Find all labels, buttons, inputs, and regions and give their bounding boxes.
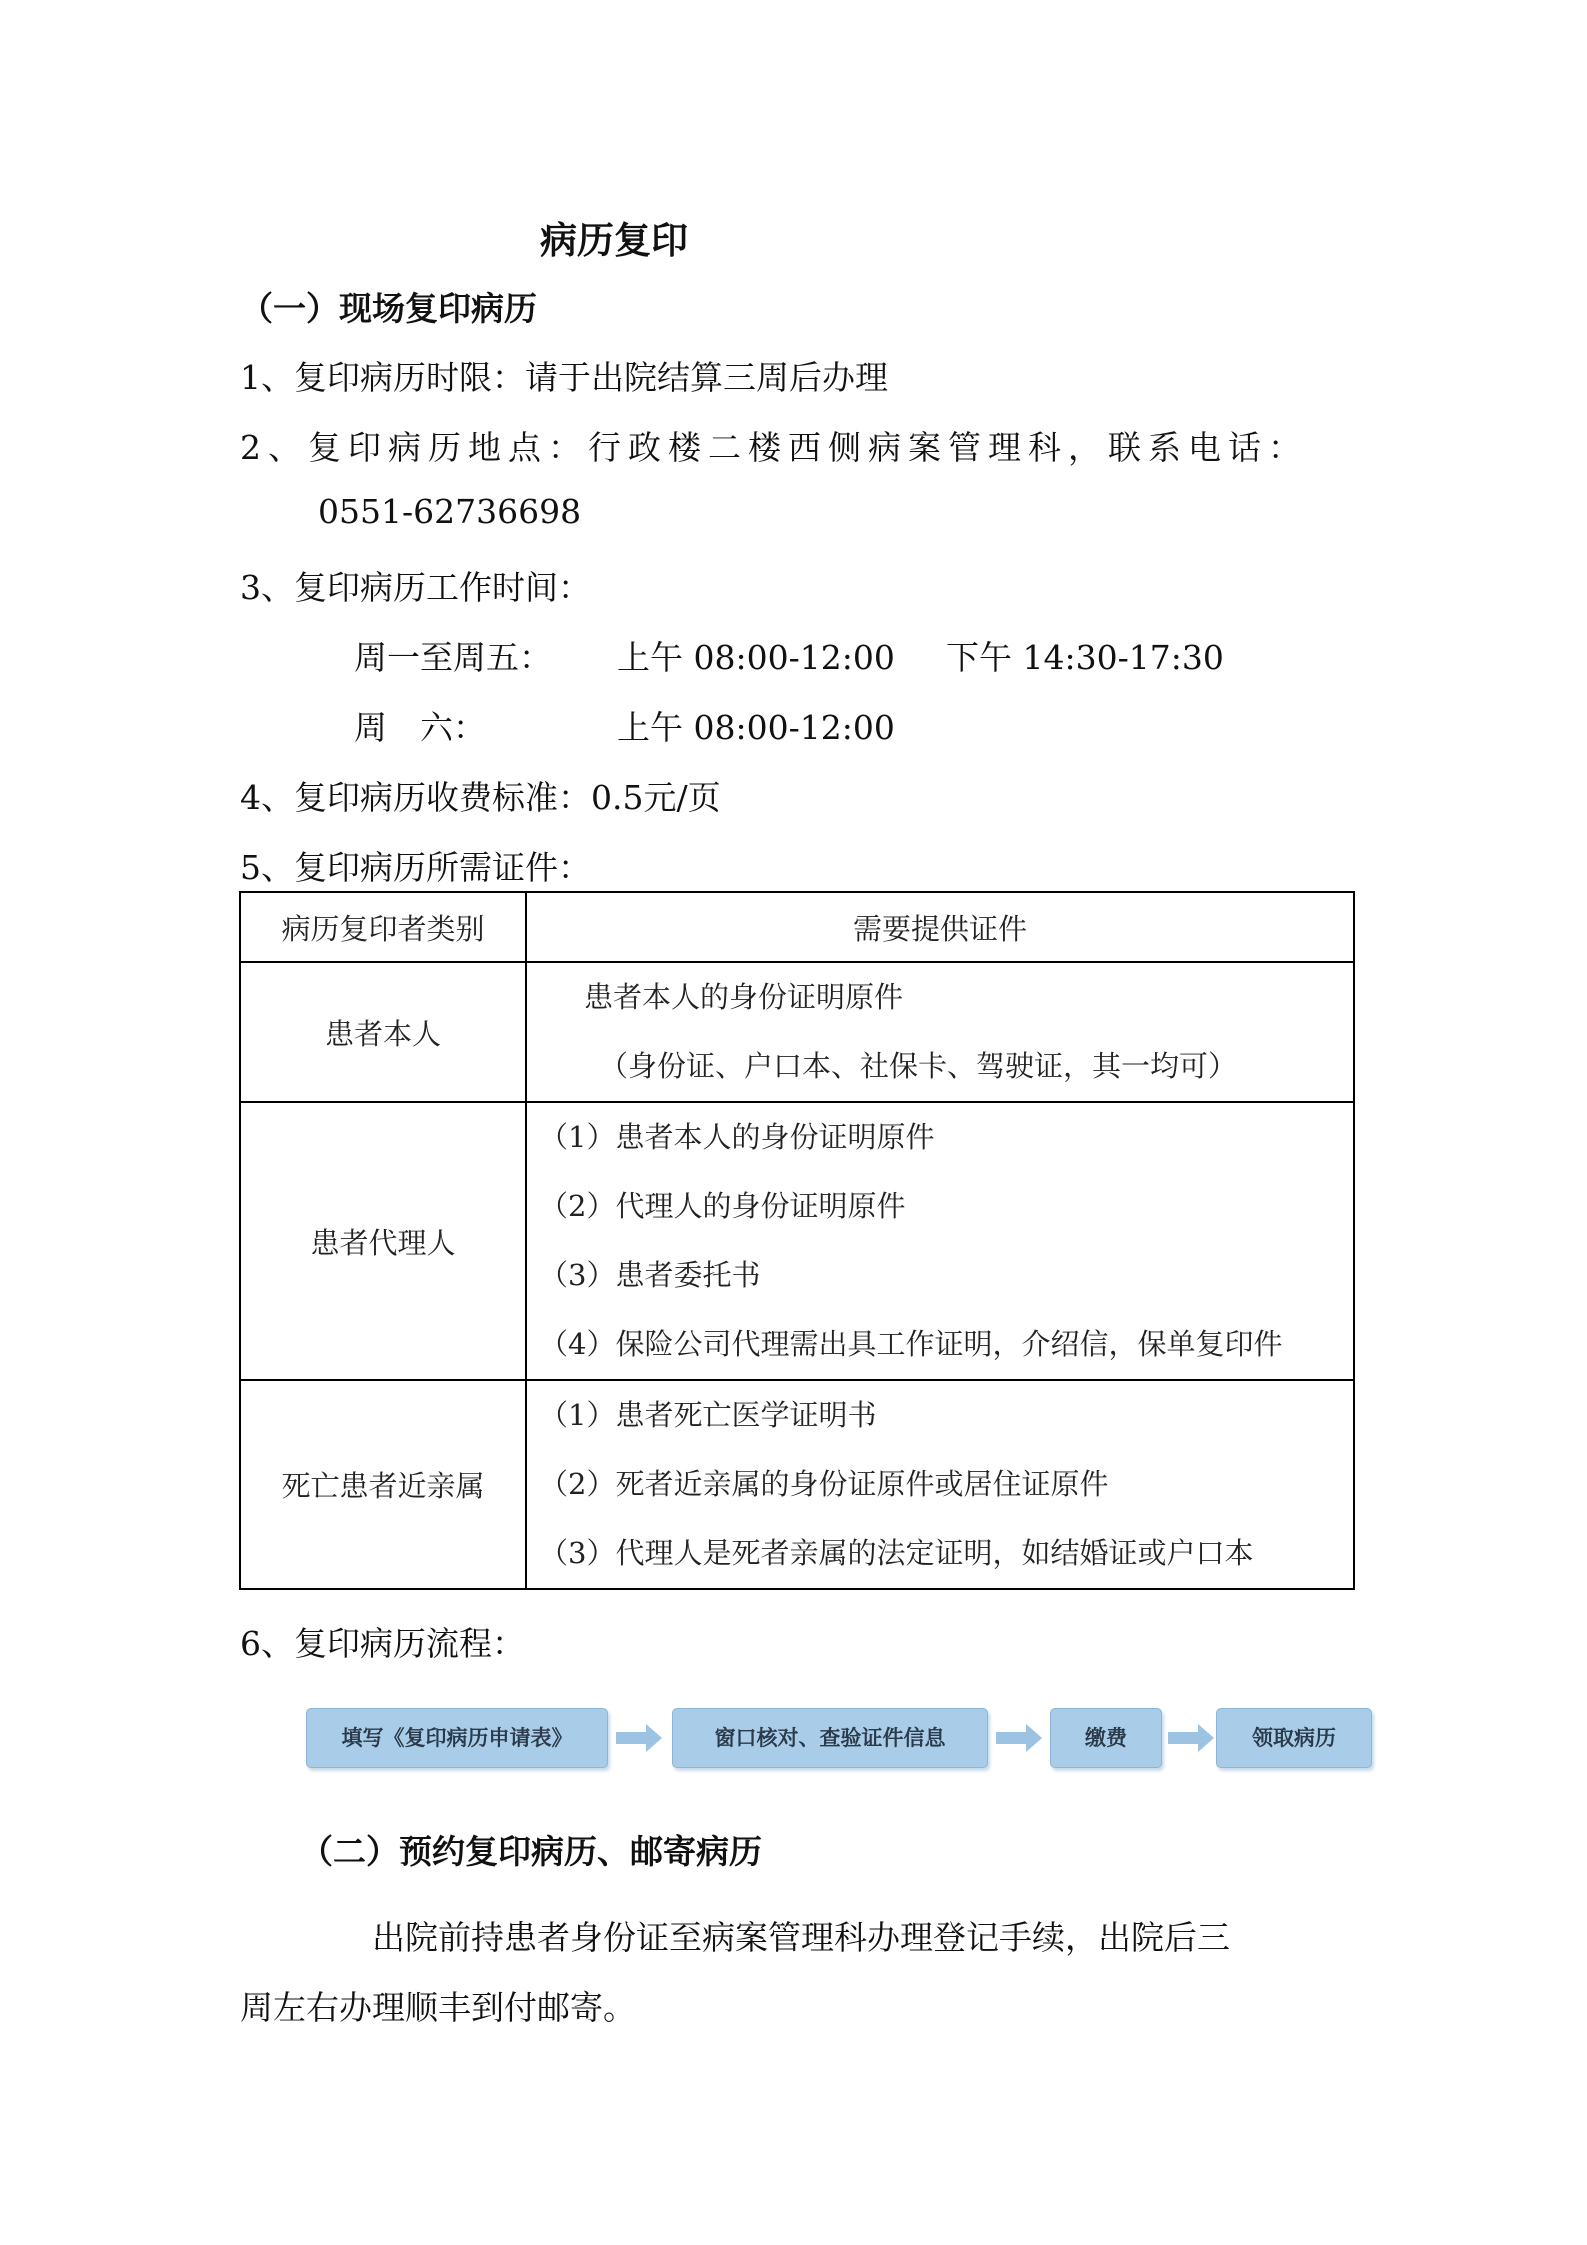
document-line: （2）死者近亲属的身份证原件或居住证原件 <box>539 1467 1109 1501</box>
flow-step-fill-form: 填写《复印病历申请表》 <box>306 1708 608 1768</box>
table-cell-category: 患者代理人 <box>240 1102 526 1380</box>
section1-heading: （一）现场复印病历 <box>240 289 537 328</box>
hours-weekday-afternoon: 下午 14:30-17:30 <box>946 638 1224 677</box>
table-header-row <box>240 892 1354 962</box>
arrow-right-icon <box>614 1718 664 1758</box>
flow-step-payment: 缴费 <box>1050 1708 1162 1768</box>
phone-number: 0551-62736698 <box>318 492 582 531</box>
document-line: （3）代理人是死者亲属的法定证明，如结婚证或户口本 <box>539 1536 1254 1570</box>
item-documents: 5、复印病历所需证件： <box>240 848 591 887</box>
table-header-documents: 需要提供证件 <box>526 892 1354 962</box>
section2-heading: （二）预约复印病历、邮寄病历 <box>300 1832 762 1871</box>
item-time-limit: 1、复印病历时限：请于出院结算三周后办理 <box>240 358 888 397</box>
table-cell-category: 死亡患者近亲属 <box>240 1380 526 1589</box>
hours-saturday-morning: 上午 08:00-12:00 <box>617 708 895 747</box>
documents-table <box>239 891 1355 1590</box>
item-working-hours: 3、复印病历工作时间： <box>240 568 591 607</box>
table-row <box>240 962 1354 1102</box>
table-row <box>240 1102 1354 1380</box>
process-flow <box>0 1708 1587 1768</box>
section2-paragraph-line1: 出院前持患者身份证至病案管理科办理登记手续，出院后三 <box>372 1918 1230 1957</box>
table-cell-documents <box>526 1380 1354 1589</box>
document-line: （1）患者本人的身份证明原件 <box>539 1120 935 1154</box>
table-cell-category: 患者本人 <box>240 962 526 1102</box>
arrow-right-icon <box>994 1718 1044 1758</box>
hours-weekday-morning: 上午 08:00-12:00 <box>617 638 895 677</box>
document-line: （3）患者委托书 <box>539 1258 761 1292</box>
document-line: （4）保险公司代理需出具工作证明，介绍信，保单复印件 <box>539 1327 1283 1361</box>
table-cell-documents <box>526 962 1354 1102</box>
document-line: （2）代理人的身份证明原件 <box>539 1189 906 1223</box>
section2-paragraph-line2: 周左右办理顺丰到付邮寄。 <box>240 1988 636 2027</box>
document-line: （身份证、户口本、社保卡、驾驶证，其一均可） <box>599 1049 1238 1083</box>
flow-step-verify: 窗口核对、查验证件信息 <box>672 1708 988 1768</box>
table-cell-documents <box>526 1102 1354 1380</box>
item-fee: 4、复印病历收费标准：0.5元/页 <box>240 778 721 817</box>
hours-weekday-label: 周一至周五： <box>354 638 552 677</box>
item-process: 6、复印病历流程： <box>240 1624 525 1663</box>
hours-saturday-label: 周 六： <box>354 708 486 747</box>
table-row <box>240 1380 1354 1589</box>
document-line: 患者本人的身份证明原件 <box>584 980 904 1014</box>
arrow-right-icon <box>1166 1718 1216 1758</box>
table-header-category: 病历复印者类别 <box>240 892 526 962</box>
flow-step-collect: 领取病历 <box>1216 1708 1372 1768</box>
item-location: 2、复印病历地点：行政楼二楼西侧病案管理科，联系电话： <box>240 428 1308 467</box>
document-line: （1）患者死亡医学证明书 <box>539 1398 877 1432</box>
page-title: 病历复印 <box>540 219 688 262</box>
